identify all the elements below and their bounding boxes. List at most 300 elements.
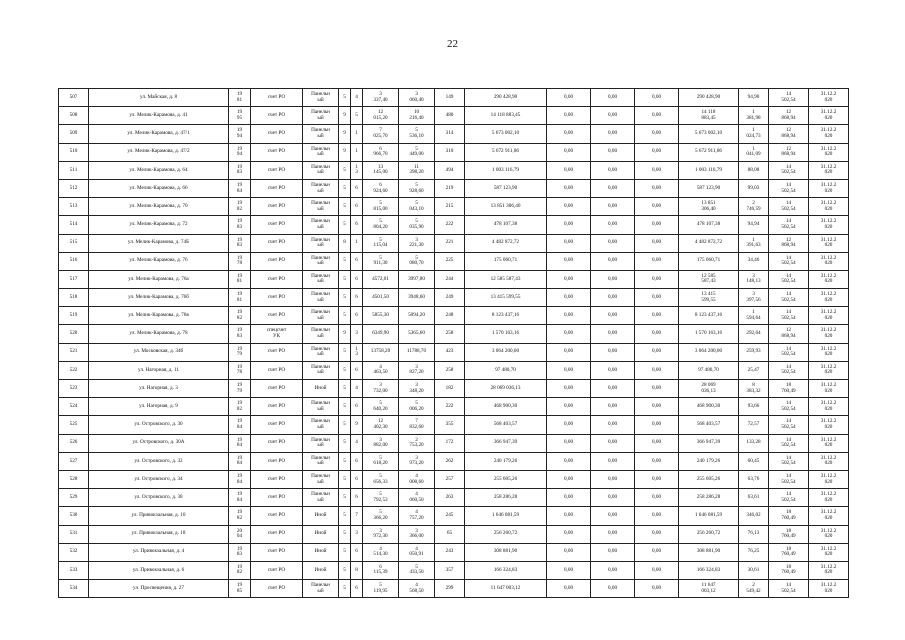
cell-cost-per-sqm: 63,76 [739, 470, 769, 488]
table-row [59, 489, 849, 507]
cell-floors: 5 [339, 307, 351, 325]
cell-build-year: 19 81 [229, 289, 251, 307]
cell-residents: 263 [435, 489, 465, 507]
cell-fund-account: счет РО [251, 107, 303, 125]
cell-deadline: 31.12.2 020 [809, 380, 849, 398]
cell-cost-federal: 0,00 [547, 470, 591, 488]
cell-deadline: 31.12.2 020 [809, 198, 849, 216]
cell-row-number: 528 [59, 470, 89, 488]
cell-total-area: 4501,50 [363, 289, 399, 307]
cell-row-number: 521 [59, 343, 89, 361]
cell-address: ул. Привокзальная, д. 18 [89, 525, 229, 543]
cell-wall-material: Панельн ый [303, 307, 339, 325]
cell-cost-per-sqm: 30,61 [739, 561, 769, 579]
cell-wall-material: Иной [303, 525, 339, 543]
cell-living-area: 5 043,10 [399, 198, 435, 216]
cell-cost-per-sqm: 99,03 [739, 179, 769, 197]
cell-living-area: 5 080,70 [399, 252, 435, 270]
cell-build-year: 19 83 [229, 325, 251, 343]
cell-wall-material: Иной [303, 507, 339, 525]
cell-row-number: 533 [59, 561, 89, 579]
cell-wall-material: Панельн ый [303, 580, 339, 598]
cell-entrances: 1 [351, 143, 363, 161]
cell-cost-regional: 0,00 [591, 543, 635, 561]
cell-cost-owners: 366 947,39 [679, 434, 739, 452]
cell-cost-per-sqm: 1 381,98 [739, 107, 769, 125]
cell-cost-federal: 0,00 [547, 452, 591, 470]
cell-cost-regional: 0,00 [591, 398, 635, 416]
cell-cost-local: 0,00 [635, 398, 679, 416]
cell-cost-federal: 0,00 [547, 380, 591, 398]
cell-deadline: 31.12.2 020 [809, 125, 849, 143]
cell-address: ул. Мелик-Карамова, д. 76б [89, 289, 229, 307]
cell-deadline: 31.12.2 020 [809, 325, 849, 343]
cell-total-cost: 258 286,28 [465, 489, 547, 507]
cell-deadline: 31.12.2 020 [809, 161, 849, 179]
table-row [59, 434, 849, 452]
cell-wall-material: Панельн ый [303, 107, 339, 125]
cell-total-cost: 587 123,90 [465, 179, 547, 197]
cell-cost-local: 0,00 [635, 270, 679, 288]
cell-total-area: 4572,01 [363, 270, 399, 288]
cell-deadline: 31.12.2 020 [809, 270, 849, 288]
cell-entrances: 6 [351, 252, 363, 270]
cell-cost-local: 0,00 [635, 489, 679, 507]
cell-cost-regional: 0,00 [591, 289, 635, 307]
table-row [59, 325, 849, 343]
cell-cost-owners: 175 060,71 [679, 252, 739, 270]
cell-total-area: 4 514,30 [363, 543, 399, 561]
cell-residents: 245 [435, 507, 465, 525]
cell-cost-owners: 4 482 872,72 [679, 234, 739, 252]
cell-floors: 5 [339, 216, 351, 234]
cell-fund-account: счет РО [251, 289, 303, 307]
cell-row-number: 525 [59, 416, 89, 434]
cell-cost-federal: 0,00 [547, 325, 591, 343]
cell-address: ул. Островского, д. 32 [89, 452, 229, 470]
cell-deadline: 31.12.2 020 [809, 525, 849, 543]
cell-fund-account: счет РО [251, 507, 303, 525]
cell-living-area: 5094,20 [399, 307, 435, 325]
cell-cost-regional: 0,00 [591, 125, 635, 143]
cell-cost-regional: 0,00 [591, 434, 635, 452]
cell-deadline: 31.12.2 020 [809, 307, 849, 325]
cell-cost-local: 0,00 [635, 416, 679, 434]
cell-limit-per-sqm: 14 502,54 [769, 161, 809, 179]
cell-cost-local: 0,00 [635, 380, 679, 398]
cell-build-year: 19 79 [229, 380, 251, 398]
cell-residents: 222 [435, 216, 465, 234]
cell-cost-local: 0,00 [635, 470, 679, 488]
cell-deadline: 31.12.2 020 [809, 343, 849, 361]
cell-row-number: 507 [59, 89, 89, 107]
cell-cost-per-sqm: 2 746,59 [739, 198, 769, 216]
cell-cost-per-sqm: 1 391,63 [739, 234, 769, 252]
cell-residents: 262 [435, 452, 465, 470]
cell-cost-per-sqm: 292,64 [739, 325, 769, 343]
cell-cost-federal: 0,00 [547, 434, 591, 452]
cell-fund-account: счет РО [251, 270, 303, 288]
cell-total-area: 3 732,00 [363, 380, 399, 398]
cell-cost-owners: 97 480,70 [679, 361, 739, 379]
cell-entrances: 6 [351, 307, 363, 325]
cell-total-cost: 256 260,72 [465, 525, 547, 543]
cell-row-number: 509 [59, 125, 89, 143]
table-row [59, 216, 849, 234]
cell-row-number: 529 [59, 489, 89, 507]
cell-total-cost: 28 069 036,13 [465, 380, 547, 398]
cell-cost-local: 0,00 [635, 434, 679, 452]
cell-cost-federal: 0,00 [547, 125, 591, 143]
cell-limit-per-sqm: 14 502,54 [769, 270, 809, 288]
cell-build-year: 19 81 [229, 89, 251, 107]
cell-row-number: 508 [59, 107, 89, 125]
cell-address: ул. Мелик-Карамова, д. 76а [89, 270, 229, 288]
cell-floors: 5 [339, 561, 351, 579]
cell-cost-regional: 0,00 [591, 198, 635, 216]
cell-address: ул. Привокзальная, д. 10 [89, 507, 229, 525]
cell-cost-per-sqm: 259,93 [739, 343, 769, 361]
cell-entrances: 6 [351, 289, 363, 307]
cell-cost-owners: 13 851 306,40 [679, 198, 739, 216]
cell-living-area: 3 060,40 [399, 89, 435, 107]
cell-total-cost: 240 179,26 [465, 452, 547, 470]
cell-wall-material: Панельн ый [303, 452, 339, 470]
table-row [59, 198, 849, 216]
cell-deadline: 31.12.2 020 [809, 507, 849, 525]
cell-limit-per-sqm: 18 760,49 [769, 507, 809, 525]
cell-deadline: 31.12.2 020 [809, 489, 849, 507]
cell-cost-federal: 0,00 [547, 107, 591, 125]
cell-floors: 9 [339, 125, 351, 143]
cell-residents: 219 [435, 179, 465, 197]
cell-total-cost: 308 881,90 [465, 543, 547, 561]
cell-deadline: 31.12.2 020 [809, 398, 849, 416]
cell-cost-per-sqm: 76,13 [739, 525, 769, 543]
cell-row-number: 516 [59, 252, 89, 270]
cell-cost-regional: 0,00 [591, 107, 635, 125]
table-row [59, 252, 849, 270]
cell-deadline: 31.12.2 020 [809, 216, 849, 234]
cell-residents: 299 [435, 580, 465, 598]
cell-floors: 5 [339, 398, 351, 416]
cell-total-area: 5855,30 [363, 307, 399, 325]
table-row [59, 270, 849, 288]
cell-total-area: 13 145,00 [363, 161, 399, 179]
cell-entrances: 6 [351, 452, 363, 470]
cell-row-number: 511 [59, 161, 89, 179]
cell-cost-federal: 0,00 [547, 143, 591, 161]
cell-row-number: 526 [59, 434, 89, 452]
cell-cost-local: 0,00 [635, 107, 679, 125]
cell-living-area: 5 536,10 [399, 125, 435, 143]
cell-total-area: 5 115,04 [363, 234, 399, 252]
table-row [59, 507, 849, 525]
cell-cost-local: 0,00 [635, 580, 679, 598]
cell-cost-regional: 0,00 [591, 470, 635, 488]
cell-living-area: 3 348,20 [399, 380, 435, 398]
cell-living-area: 5 006,20 [399, 398, 435, 416]
cell-entrances: 6 [351, 216, 363, 234]
cell-living-area: 5 928,60 [399, 179, 435, 197]
cell-build-year: 19 82 [229, 507, 251, 525]
cell-cost-owners: 258 286,28 [679, 489, 739, 507]
cell-floors: 5 [339, 161, 351, 179]
cell-build-year: 19 84 [229, 452, 251, 470]
cell-limit-per-sqm: 14 502,54 [769, 343, 809, 361]
cell-deadline: 31.12.2 020 [809, 143, 849, 161]
cell-cost-owners: 1 646 081,59 [679, 507, 739, 525]
table-row [59, 179, 849, 197]
table-row [59, 161, 849, 179]
cell-total-cost: 4 482 872,72 [465, 234, 547, 252]
cell-residents: 225 [435, 252, 465, 270]
cell-residents: 244 [435, 270, 465, 288]
cell-total-area: 5 366,20 [363, 507, 399, 525]
cell-floors: 5 [339, 361, 351, 379]
cell-wall-material: Панельн ый [303, 179, 339, 197]
cell-wall-material: Панельн ый [303, 361, 339, 379]
cell-build-year: 19 84 [229, 434, 251, 452]
cell-living-area: 4 060,50 [399, 489, 435, 507]
cell-cost-regional: 0,00 [591, 179, 635, 197]
cell-entrances: 5 [351, 107, 363, 125]
table-row [59, 234, 849, 252]
table-row [59, 289, 849, 307]
cell-build-year: 19 78 [229, 361, 251, 379]
cell-wall-material: Панельн ый [303, 398, 339, 416]
cell-cost-owners: 13 415 599,55 [679, 289, 739, 307]
cell-cost-per-sqm: 8 383,32 [739, 380, 769, 398]
cell-floors: 5 [339, 343, 351, 361]
cell-limit-per-sqm: 12 868,94 [769, 125, 809, 143]
cell-entrances: 6 [351, 198, 363, 216]
cell-limit-per-sqm: 12 868,94 [769, 325, 809, 343]
cell-deadline: 31.12.2 020 [809, 361, 849, 379]
cell-row-number: 530 [59, 507, 89, 525]
cell-build-year: 19 83 [229, 543, 251, 561]
cell-entrances: 8 [351, 561, 363, 579]
cell-living-area: 5365,60 [399, 325, 435, 343]
cell-floors: 5 [339, 543, 351, 561]
cell-limit-per-sqm: 14 502,54 [769, 198, 809, 216]
cell-wall-material: Панельн ый [303, 489, 339, 507]
cell-floors: 5 [339, 198, 351, 216]
cell-cost-per-sqm: 1 041,09 [739, 143, 769, 161]
cell-limit-per-sqm: 14 502,54 [769, 307, 809, 325]
cell-cost-local: 0,00 [635, 198, 679, 216]
cell-row-number: 514 [59, 216, 89, 234]
cell-fund-account: счет РО [251, 434, 303, 452]
cell-limit-per-sqm: 18 760,49 [769, 525, 809, 543]
cell-total-area: 3 972,30 [363, 525, 399, 543]
table-row [59, 452, 849, 470]
cell-residents: 494 [435, 161, 465, 179]
cell-cost-regional: 0,00 [591, 416, 635, 434]
cell-residents: 172 [435, 434, 465, 452]
cell-fund-account: счет РО [251, 489, 303, 507]
cell-residents: 314 [435, 125, 465, 143]
cell-cost-owners: 1 570 163,16 [679, 325, 739, 343]
cell-cost-per-sqm: 60,45 [739, 452, 769, 470]
cell-total-cost: 5 672 911,86 [465, 143, 547, 161]
cell-cost-owners: 5 672 911,86 [679, 143, 739, 161]
cell-cost-federal: 0,00 [547, 507, 591, 525]
page-number: 22 [447, 38, 458, 50]
cell-residents: 222 [435, 398, 465, 416]
cell-cost-regional: 0,00 [591, 507, 635, 525]
cell-cost-federal: 0,00 [547, 561, 591, 579]
cell-address: ул. Привокзальная, д. 4 [89, 543, 229, 561]
cell-build-year: 19 81 [229, 270, 251, 288]
cell-fund-account: счет РО [251, 161, 303, 179]
cell-cost-federal: 0,00 [547, 489, 591, 507]
cell-cost-per-sqm: 3 148,13 [739, 270, 769, 288]
cell-cost-per-sqm: 93,66 [739, 398, 769, 416]
cell-cost-federal: 0,00 [547, 398, 591, 416]
cell-total-area: 7 025,70 [363, 125, 399, 143]
cell-cost-federal: 0,00 [547, 361, 591, 379]
cell-cost-local: 0,00 [635, 216, 679, 234]
cell-wall-material: Панельн ый [303, 216, 339, 234]
cell-total-area: 4 463,50 [363, 361, 399, 379]
cell-limit-per-sqm: 14 502,54 [769, 434, 809, 452]
cell-cost-owners: 478 107,38 [679, 216, 739, 234]
cell-living-area: 5 449,00 [399, 143, 435, 161]
cell-address: ул. Майская, д. 8 [89, 89, 229, 107]
cell-fund-account: счет РО [251, 216, 303, 234]
cell-total-area: 3 337,40 [363, 89, 399, 107]
cell-cost-regional: 0,00 [591, 307, 635, 325]
cell-entrances: 9 [351, 416, 363, 434]
cell-address: ул. Островского, д. 34 [89, 470, 229, 488]
cell-entrances: 4 [351, 434, 363, 452]
cell-cost-owners: 12 585 587,43 [679, 270, 739, 288]
cell-floors: 5 [339, 252, 351, 270]
cell-total-area: 5 804,20 [363, 216, 399, 234]
cell-cost-owners: 256 260,72 [679, 525, 739, 543]
cell-build-year: 19 95 [229, 107, 251, 125]
cell-total-cost: 1 003 116,79 [465, 161, 547, 179]
cell-residents: 182 [435, 380, 465, 398]
table-row [59, 89, 849, 107]
cell-deadline: 31.12.2 020 [809, 452, 849, 470]
cell-wall-material: Панельн ый [303, 289, 339, 307]
table-body [59, 89, 849, 598]
cell-row-number: 534 [59, 580, 89, 598]
cell-cost-per-sqm: 63,61 [739, 489, 769, 507]
cell-entrances: 6 [351, 489, 363, 507]
cell-row-number: 515 [59, 234, 89, 252]
cell-cost-local: 0,00 [635, 561, 679, 579]
cell-build-year: 19 83 [229, 216, 251, 234]
cell-cost-local: 0,00 [635, 507, 679, 525]
cell-cost-per-sqm: 3 397,56 [739, 289, 769, 307]
cell-cost-federal: 0,00 [547, 580, 591, 598]
cell-total-cost: 11 647 003,12 [465, 580, 547, 598]
cell-build-year: 19 84 [229, 489, 251, 507]
cell-wall-material: Панельн ый [303, 343, 339, 361]
cell-row-number: 527 [59, 452, 89, 470]
cell-address: ул. Мелик-Карамова, д. 66 [89, 179, 229, 197]
cell-row-number: 512 [59, 179, 89, 197]
cell-floors: 5 [339, 489, 351, 507]
cell-living-area: 3 827,20 [399, 361, 435, 379]
cell-floors: 9 [339, 107, 351, 125]
cell-cost-per-sqm: 133,28 [739, 434, 769, 452]
cell-cost-local: 0,00 [635, 179, 679, 197]
table-row [59, 543, 849, 561]
cell-limit-per-sqm: 14 502,54 [769, 489, 809, 507]
cell-entrances: 6 [351, 361, 363, 379]
cell-cost-federal: 0,00 [547, 216, 591, 234]
cell-total-cost: 3 064 200,00 [465, 343, 547, 361]
cell-limit-per-sqm: 18 760,49 [769, 380, 809, 398]
cell-floors: 5 [339, 179, 351, 197]
cell-entrances: 1 [351, 234, 363, 252]
cell-entrances: 6 [351, 270, 363, 288]
cell-total-cost: 175 060,71 [465, 252, 547, 270]
cell-living-area: 11 398,20 [399, 161, 435, 179]
cell-cost-local: 0,00 [635, 143, 679, 161]
cell-residents: 258 [435, 325, 465, 343]
cell-cost-per-sqm: 34,46 [739, 252, 769, 270]
cell-fund-account: счет РО [251, 543, 303, 561]
cell-living-area: 4 050,91 [399, 543, 435, 561]
cell-residents: 248 [435, 307, 465, 325]
cell-cost-per-sqm: 76,25 [739, 543, 769, 561]
cell-wall-material: Панельн ый [303, 161, 339, 179]
cell-floors: 5 [339, 416, 351, 434]
cell-fund-account: счет РО [251, 525, 303, 543]
cell-fund-account: спецсчет УК [251, 325, 303, 343]
cell-living-area: 7 832,60 [399, 416, 435, 434]
table-row [59, 416, 849, 434]
cell-cost-regional: 0,00 [591, 380, 635, 398]
cell-fund-account: счет РО [251, 380, 303, 398]
cell-address: ул. Мелик-Карамова, д. 47/2 [89, 143, 229, 161]
cell-fund-account: счет РО [251, 125, 303, 143]
cell-residents: 480 [435, 107, 465, 125]
cell-cost-owners: 587 123,90 [679, 179, 739, 197]
cell-wall-material: Иной [303, 543, 339, 561]
cell-deadline: 31.12.2 020 [809, 470, 849, 488]
cell-total-area: 5 792,53 [363, 489, 399, 507]
cell-residents: 355 [435, 416, 465, 434]
cell-build-year: 19 82 [229, 307, 251, 325]
cell-cost-owners: 28 069 036,13 [679, 380, 739, 398]
cell-deadline: 31.12.2 020 [809, 252, 849, 270]
cell-address: ул. Мелик-Карамова, д. 78 [89, 325, 229, 343]
cell-build-year: 19 82 [229, 198, 251, 216]
cell-cost-regional: 0,00 [591, 343, 635, 361]
cell-floors: 5 [339, 470, 351, 488]
cell-cost-per-sqm: 94,90 [739, 89, 769, 107]
cell-cost-local: 0,00 [635, 361, 679, 379]
cell-row-number: 517 [59, 270, 89, 288]
cell-entrances: 3 [351, 325, 363, 343]
cell-fund-account: счет РО [251, 580, 303, 598]
cell-total-cost: 568 403,57 [465, 416, 547, 434]
cell-deadline: 31.12.2 020 [809, 561, 849, 579]
cell-total-cost: 12 585 587,43 [465, 270, 547, 288]
cell-fund-account: счет РО [251, 89, 303, 107]
cell-limit-per-sqm: 14 502,54 [769, 452, 809, 470]
cell-cost-local: 0,00 [635, 343, 679, 361]
cell-row-number: 513 [59, 198, 89, 216]
cell-total-area: 13758,20 [363, 343, 399, 361]
cell-fund-account: счет РО [251, 252, 303, 270]
